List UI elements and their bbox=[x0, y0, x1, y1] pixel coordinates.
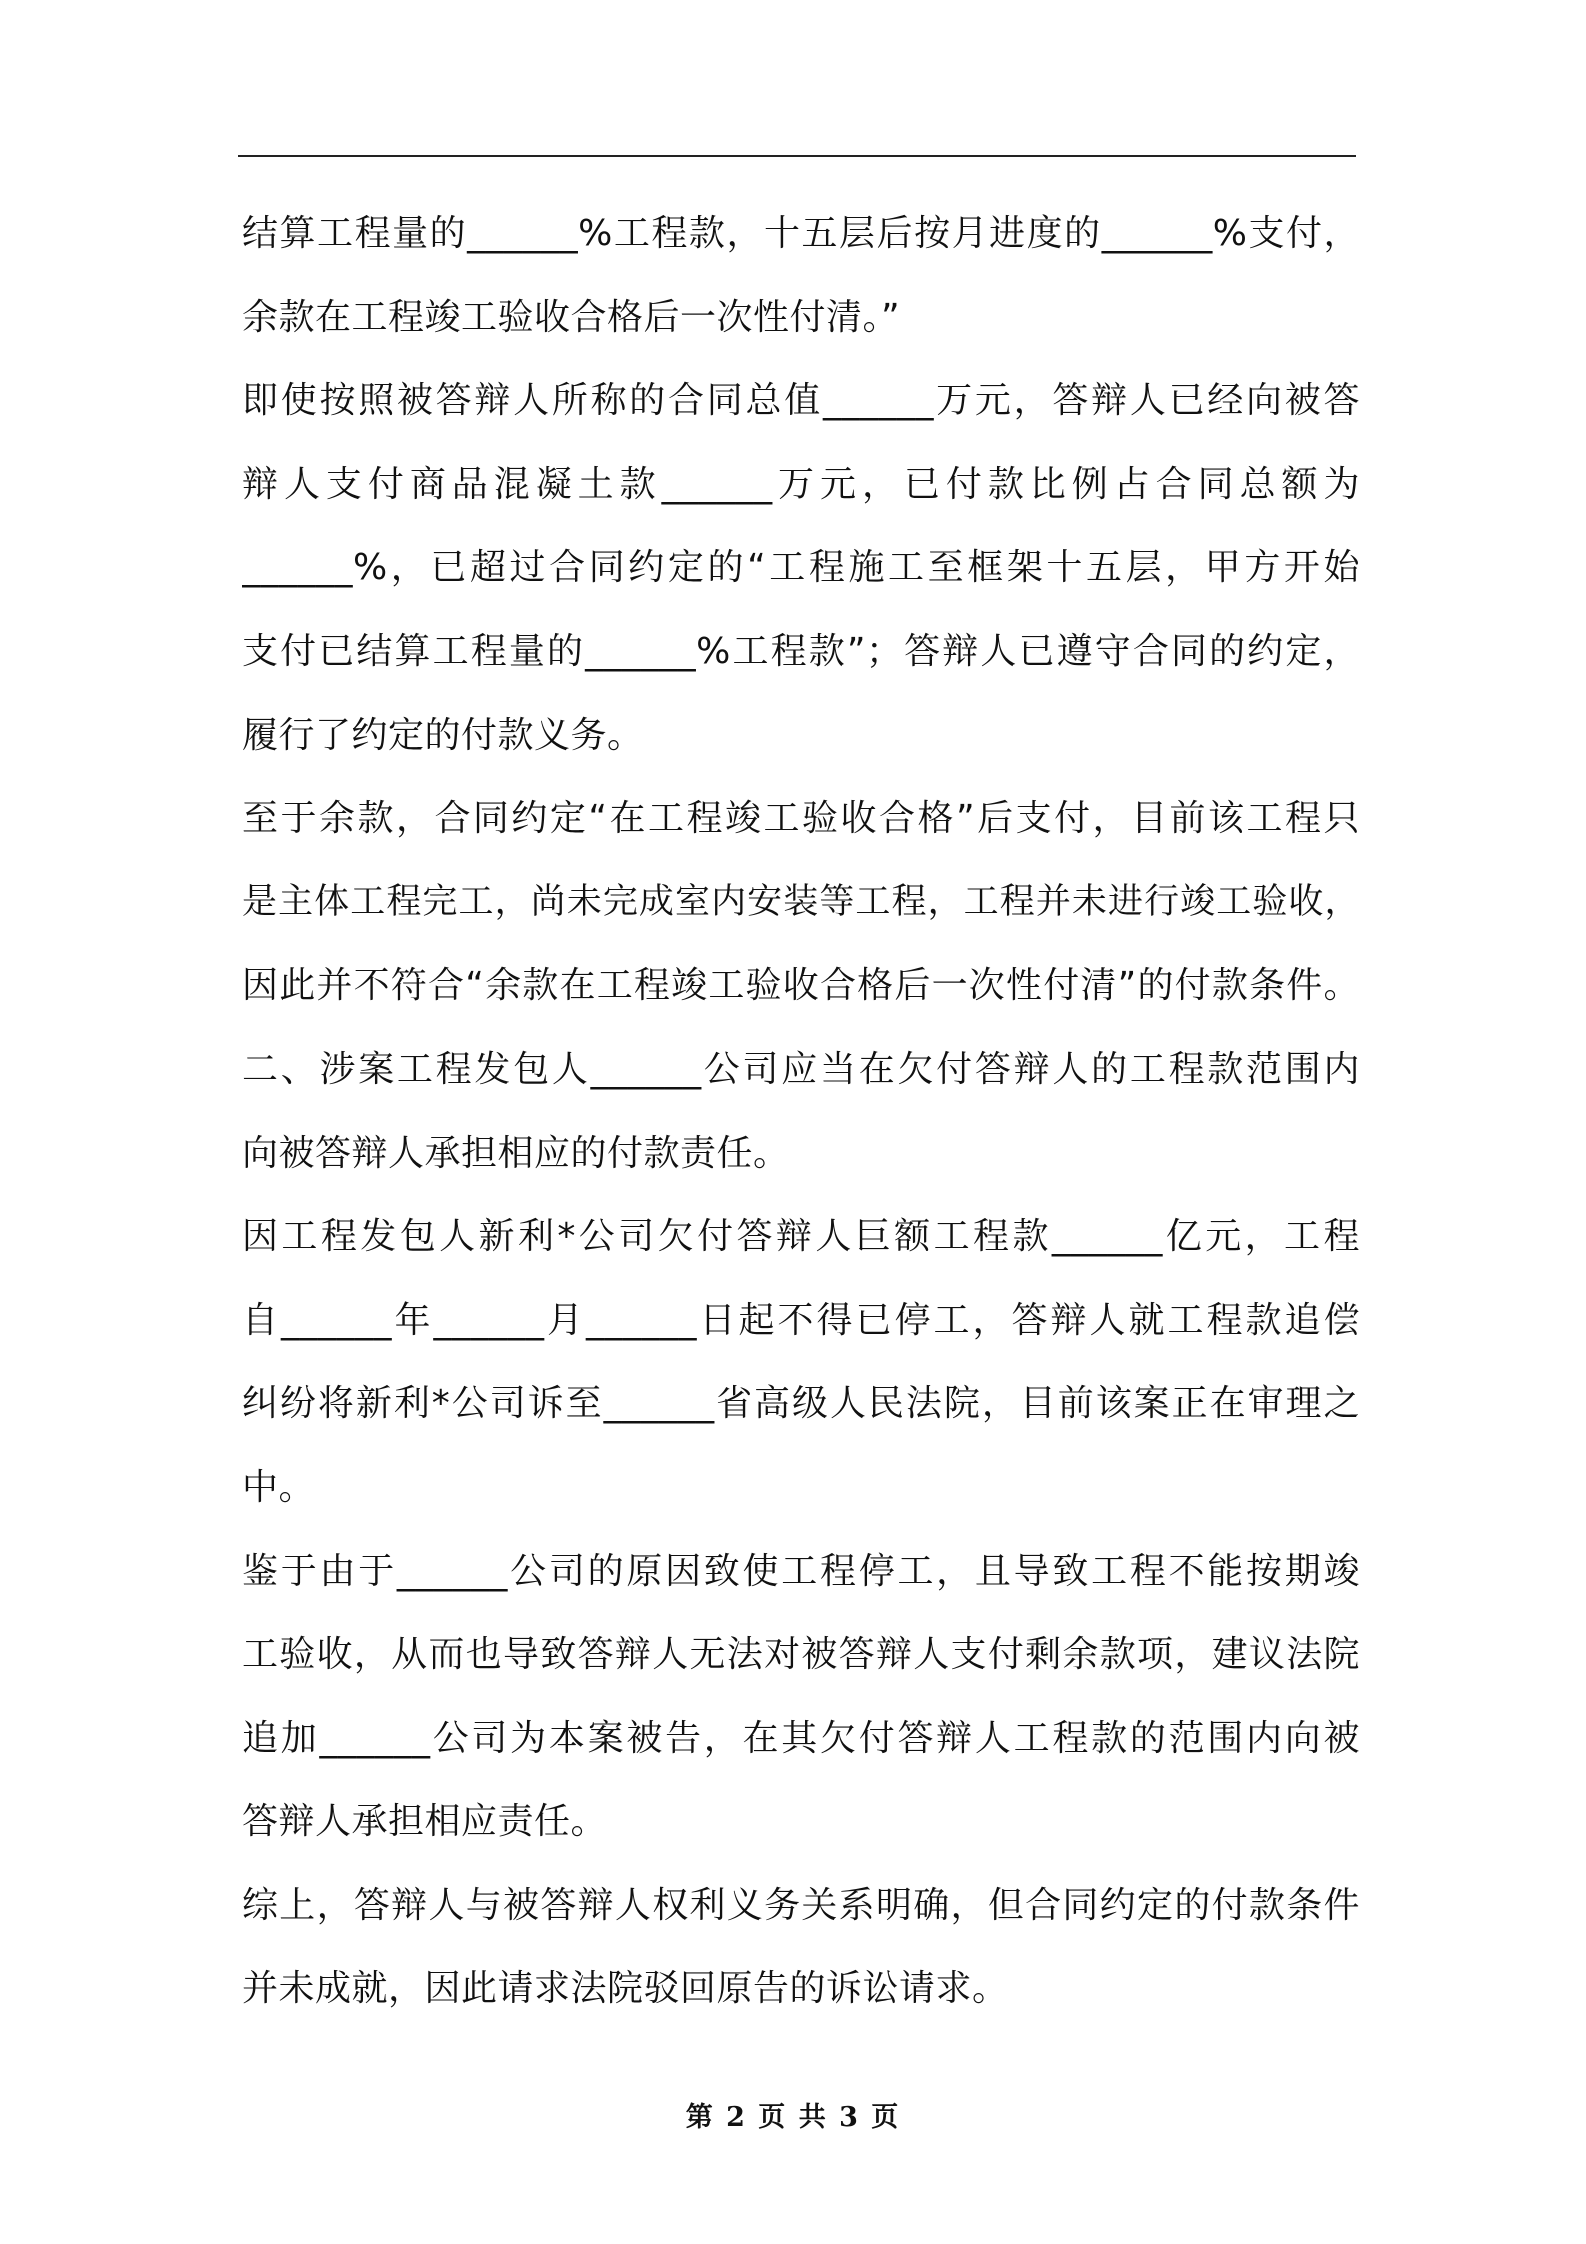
text-line: 余款在工程竣工验收合格后一次性付清。” bbox=[242, 296, 901, 338]
text-line: 自______年______月______日起不得已停工，答辩人就工程款追偿 bbox=[242, 1299, 1360, 1341]
text-line: 是主体工程完工，尚未完成室内安装等工程，工程并未进行竣工验收， bbox=[242, 881, 1360, 922]
text-line: 因此并不符合“余款在工程竣工验收合格后一次性付清”的付款条件。 bbox=[242, 965, 1360, 1007]
text-line: 综上，答辩人与被答辩人权利义务关系明确，但合同约定的付款条件 bbox=[242, 1884, 1360, 1926]
text-line: 并未成就，因此请求法院驳回原告的诉讼请求。 bbox=[242, 1968, 1009, 2010]
text-line: 因工程发包人新利*公司欠付答辩人巨额工程款______亿元，工程 bbox=[242, 1216, 1360, 1258]
text-line: 即使按照被答辩人所称的合同总值______万元，答辩人已经向被答 bbox=[242, 380, 1360, 422]
text-line: 答辩人承担相应责任。 bbox=[242, 1801, 608, 1843]
document-body bbox=[242, 192, 1360, 2031]
text-line: 鉴于由于______公司的原因致使工程停工，且导致工程不能按期竣 bbox=[242, 1550, 1360, 1592]
text-line: 支付已结算工程量的______%工程款”；答辩人已遵守合同的约定， bbox=[242, 630, 1360, 672]
text-line: ______%，已超过合同约定的“工程施工至框架十五层，甲方开始 bbox=[242, 547, 1360, 589]
text-line: 至于余款，合同约定“在工程竣工验收合格”后支付，目前该工程只 bbox=[242, 798, 1360, 840]
header-divider bbox=[238, 155, 1356, 157]
text-line: 履行了约定的付款义务。 bbox=[242, 714, 644, 756]
page-number-footer: 第 2 页 共 3 页 bbox=[685, 2102, 901, 2133]
text-line: 结算工程量的______%工程款，十五层后按月进度的______%支付， bbox=[242, 213, 1360, 254]
text-line: 辩人支付商品混凝土款______万元，已付款比例占合同总额为 bbox=[242, 463, 1360, 505]
text-line: 中。 bbox=[242, 1466, 316, 1508]
text-line: 纠纷将新利*公司诉至______省高级人民法院，目前该案正在审理之 bbox=[242, 1383, 1360, 1425]
text-line: 工验收，从而也导致答辩人无法对被答辩人支付剩余款项，建议法院 bbox=[242, 1634, 1360, 1676]
text-line: 追加______公司为本案被告，在其欠付答辩人工程款的范围内向被 bbox=[242, 1717, 1360, 1759]
text-line: 向被答辩人承担相应的付款责任。 bbox=[242, 1132, 790, 1174]
text-line: 二、涉案工程发包人______公司应当在欠付答辩人的工程款范围内 bbox=[242, 1048, 1360, 1090]
